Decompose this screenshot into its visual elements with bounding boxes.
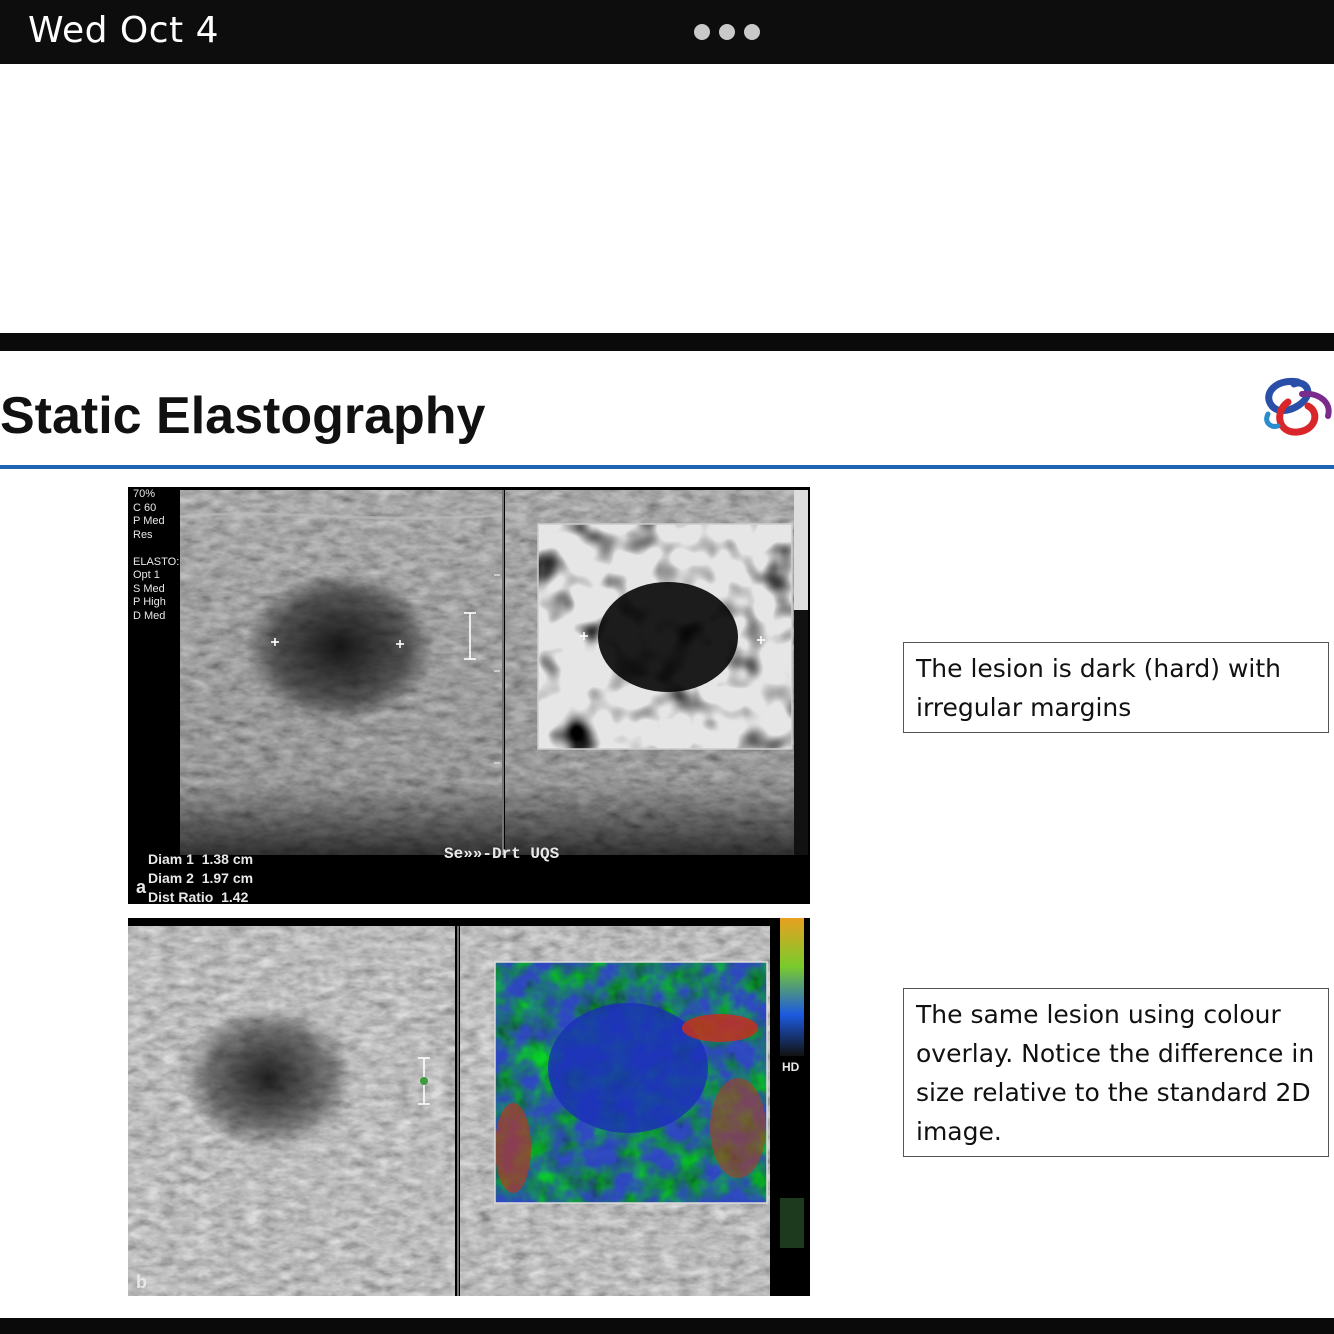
status-bar — [0, 0, 1334, 64]
scan-label: Se»»-Drt UQS — [444, 845, 560, 863]
hd-label: HD — [782, 1060, 800, 1074]
note-colour-overlay: The same lesion using colour overlay. Notice the difference in size relative to the standard 2D image. — [903, 988, 1329, 1157]
society-logo-icon — [1258, 372, 1334, 442]
status-date: Wed Oct 4 — [28, 10, 220, 51]
scanner-settings: 70% C 60 P Med Res ELASTO: Opt 1 S Med P High D Med — [133, 488, 180, 622]
ultrasound-image-a — [128, 487, 810, 904]
note-lesion-hard: The lesion is dark (hard) with irregular margins — [903, 642, 1329, 733]
more-dots-icon[interactable] — [694, 24, 760, 40]
panel-letter-a: a — [136, 877, 147, 897]
ultrasound-graphic-a — [128, 487, 810, 904]
ultrasound-graphic-b — [128, 918, 810, 1296]
ultrasound-image-b — [128, 918, 810, 1296]
panel-letter-b: b — [136, 1272, 147, 1292]
slide-title: Static Elastography — [0, 387, 486, 445]
title-rule — [0, 465, 1334, 469]
slide-top-band — [0, 333, 1334, 351]
measurements: Diam 1 1.38 cm Diam 2 1.97 cm Dist Ratio 1.42 — [148, 851, 254, 904]
slide-bottom-band — [0, 1318, 1334, 1334]
